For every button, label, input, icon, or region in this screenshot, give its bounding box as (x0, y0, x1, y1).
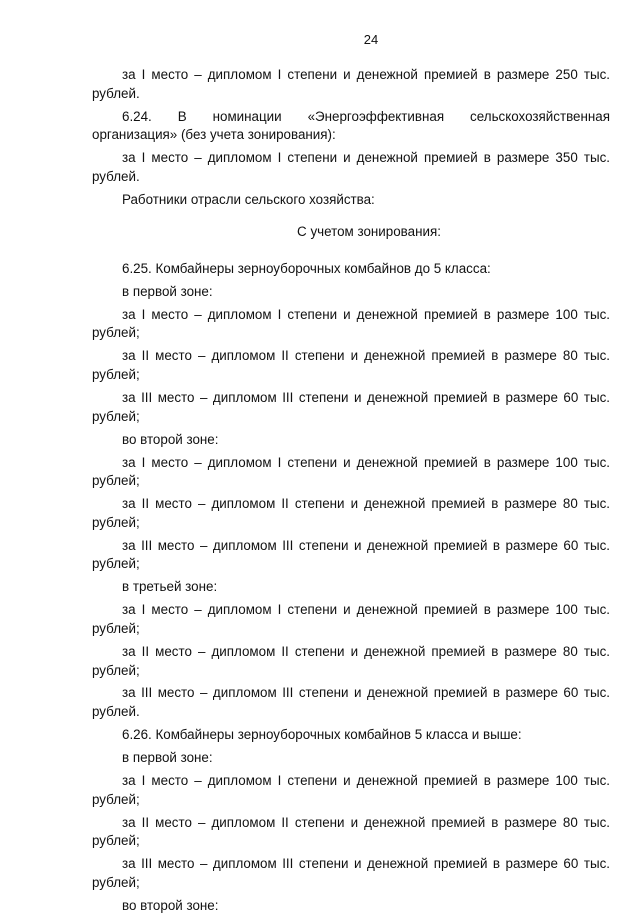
paragraph-6-25-title: 6.25. Комбайнеры зерноуборочных комбайнов до 5 класса: (122, 260, 491, 276)
award-item: за I место – дипломом I степени и денежной премией в размере 100 тыс. рублей; (92, 602, 610, 636)
section-heading-zoning: С учетом зонирования: (297, 224, 441, 240)
award-item: за III место – дипломом III степени и денежной премией в размере 60 тыс. рублей; (92, 537, 610, 572)
award-item: за I место – дипломом I степени и денежной премией в размере 100 тыс. рублей; (92, 306, 610, 341)
award-item: за I место – дипломом I степени и денежной премией в размере 100 тыс. рублей; (92, 454, 610, 489)
award-item: за III место – дипломом III степени и денежной премией в размере 60 тыс. рублей; (92, 390, 610, 424)
zone-label-second: во второй зоне: (122, 431, 219, 447)
award-item: за III место – дипломом III степени и денежной премией в размере 60 тыс. рублей. (92, 685, 610, 720)
award-item: за III место – дипломом III степени и денежной премией в размере 60 тыс. рублей; (92, 856, 610, 890)
zone-label-third: в третьей зоне: (122, 579, 218, 595)
zone-label-second: во второй зоне: (122, 897, 219, 913)
award-item: за II место – дипломом II степени и денежной премией в размере 80 тыс. рублей; (92, 496, 610, 530)
zone-label-first: в первой зоне: (122, 283, 213, 299)
paragraph-workers-heading: Работники отрасли сельского хозяйства: (122, 191, 375, 207)
paragraph-6-26-title: 6.26. Комбайнеры зерноуборочных комбайнов 5 класса и выше: (122, 727, 522, 743)
page-number: 24 (363, 32, 379, 47)
paragraph-award-250: за I место – дипломом I степени и денежной премией в размере 250 тыс. рублей. (92, 67, 610, 101)
award-item: за I место – дипломом I степени и денежной премией в размере 100 тыс. рублей; (92, 773, 610, 807)
award-item: за II место – дипломом II степени и денежной премией в размере 80 тыс. рублей; (92, 348, 610, 383)
award-item: за II место – дипломом II степени и денежной премией в размере 80 тыс. рублей; (92, 643, 610, 678)
paragraph-award-350: за I место – дипломом I степени и денежной премией в размере 350 тыс. рублей. (92, 150, 610, 184)
document-body (92, 66, 610, 915)
zone-label-first: в первой зоне: (122, 750, 213, 766)
paragraph-6-24-nomination: 6.24. В номинации «Энергоэффективная сельскохозяйственная организация» (без учета зонирования): (92, 108, 610, 143)
award-item: за II место – дипломом II степени и денежной премией в размере 80 тыс. рублей; (92, 814, 610, 849)
